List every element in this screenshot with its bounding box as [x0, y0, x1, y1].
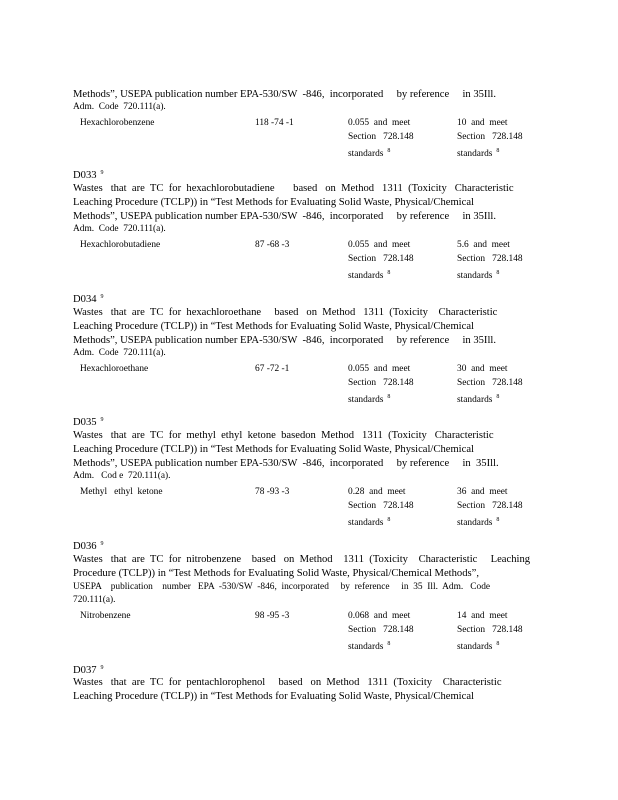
- constituent-name: Nitrobenzene: [80, 611, 131, 621]
- section-text-line: Wastes that are TC for pentachlorophenol based on Method 1311 (Toxicity Characteristic: [73, 677, 502, 688]
- section-text-line: Wastes that are TC for hexachlorobutadiene based on Method 1311 (Toxicity Characteristic: [73, 183, 514, 194]
- nonwastewater-standard: 10 and meet Section 728.148 standards $^8$: [457, 118, 523, 159]
- constituent-name: Hexachloroethane: [80, 364, 149, 374]
- top-text-line-2: Adm. Code 720.111(a).: [73, 102, 166, 112]
- nonwastewater-standard: 14 and meet Section 728.148 standards $^8$: [457, 611, 523, 652]
- cas-number: 87 -68 -3: [255, 240, 290, 250]
- section-text-line: Adm. Code 720.111(a).: [73, 348, 166, 358]
- wastewater-standard: 0.055 and meet Section 728.148 standards $^8$: [348, 364, 414, 405]
- table-row-hexachlorobenzene: [73, 116, 533, 158]
- section-text-line: Wastes that are TC for nitrobenzene based on Method 1311 (Toxicity Characteristic Leaching: [73, 554, 531, 565]
- section-text-line: Leaching Procedure (TCLP)) in “Test Methods for Evaluating Solid Waste, Physical/Chemical: [73, 444, 474, 455]
- nonwastewater-standard: 30 and meet Section 728.148 standards $^8$: [457, 364, 523, 405]
- constituent-name: Hexachlorobutadiene: [80, 240, 161, 250]
- wastewater-standard: 0.055 and meet Section 728.148 standards $^8$: [348, 240, 414, 281]
- waste-code-d034: D034 $^9$: [73, 294, 104, 305]
- cas-number: 118 -74 -1: [255, 118, 294, 128]
- section-text-line: Wastes that are TC for methyl ethyl ketone basedon Method 1311 (Toxicity Characteristic: [73, 430, 494, 441]
- section-text-line: Methods”, USEPA publication number EPA-530/SW -846, incorporated by reference in 35Ill.: [73, 458, 499, 469]
- cas-number: 98 -95 -3: [255, 611, 290, 621]
- section-text-line: Adm. Cod e 720.111(a).: [73, 471, 171, 481]
- section-text-line: Leaching Procedure (TCLP)) in “Test Methods for Evaluating Solid Waste, Physical/Chemical: [73, 197, 474, 208]
- nonwastewater-standard: 5.6 and meet Section 728.148 standards $^8$: [457, 240, 523, 281]
- cas-number: 67 -72 -1: [255, 364, 290, 374]
- section-text-line: Leaching Procedure (TCLP)) in “Test Methods for Evaluating Solid Waste, Physical/Chemical: [73, 691, 474, 702]
- wastewater-standard: 0.068 and meet Section 728.148 standards $^8$: [348, 611, 414, 652]
- waste-code-d036: D036 $^9$: [73, 541, 104, 552]
- nonwastewater-standard: 36 and meet Section 728.148 standards $^8$: [457, 487, 523, 528]
- wastewater-standard: 0.28 and meet Section 728.148 standards $^8$: [348, 487, 414, 528]
- section-text-line: Wastes that are TC for hexachloroethane based on Method 1311 (Toxicity Characteristic: [73, 307, 498, 318]
- table-row-hexachlorobutadiene: [73, 238, 533, 280]
- waste-code-d033: D033 $^9$: [73, 170, 104, 181]
- section-text-line: USEPA publication number EPA -530/SW -846, incorporated by reference in 35 Ill. Adm. Code: [73, 582, 491, 592]
- section-text-line: 720.111(a).: [73, 595, 116, 605]
- section-text-line: Methods”, USEPA publication number EPA-530/SW -846, incorporated by reference in 35Ill.: [73, 335, 496, 346]
- section-text-line: Leaching Procedure (TCLP)) in “Test Methods for Evaluating Solid Waste, Physical/Chemical: [73, 321, 474, 332]
- constituent-name: Methyl ethyl ketone: [80, 487, 163, 497]
- section-text-line: Procedure (TCLP)) in “Test Methods for Evaluating Solid Waste, Physical/Chemical Methods”,: [73, 568, 479, 579]
- section-text-line: Adm. Code 720.111(a).: [73, 224, 166, 234]
- wastewater-standard: 0.055 and meet Section 728.148 standards $^8$: [348, 118, 414, 159]
- table-row-hexachloroethane: [73, 362, 533, 404]
- waste-code-d035: D035 $^9$: [73, 417, 104, 428]
- constituent-name: Hexachlorobenzene: [80, 118, 155, 128]
- table-row-nitrobenzene: [73, 609, 533, 651]
- waste-code-d037: D037 $^9$: [73, 665, 104, 676]
- table-row-methyl-ethyl-ketone: [73, 485, 533, 527]
- top-text-line-1: Methods”, USEPA publication number EPA-530/SW -846, incorporated by reference in 35Ill.: [73, 89, 496, 100]
- cas-number: 78 -93 -3: [255, 487, 290, 497]
- section-text-line: Methods”, USEPA publication number EPA-530/SW -846, incorporated by reference in 35Ill.: [73, 211, 496, 222]
